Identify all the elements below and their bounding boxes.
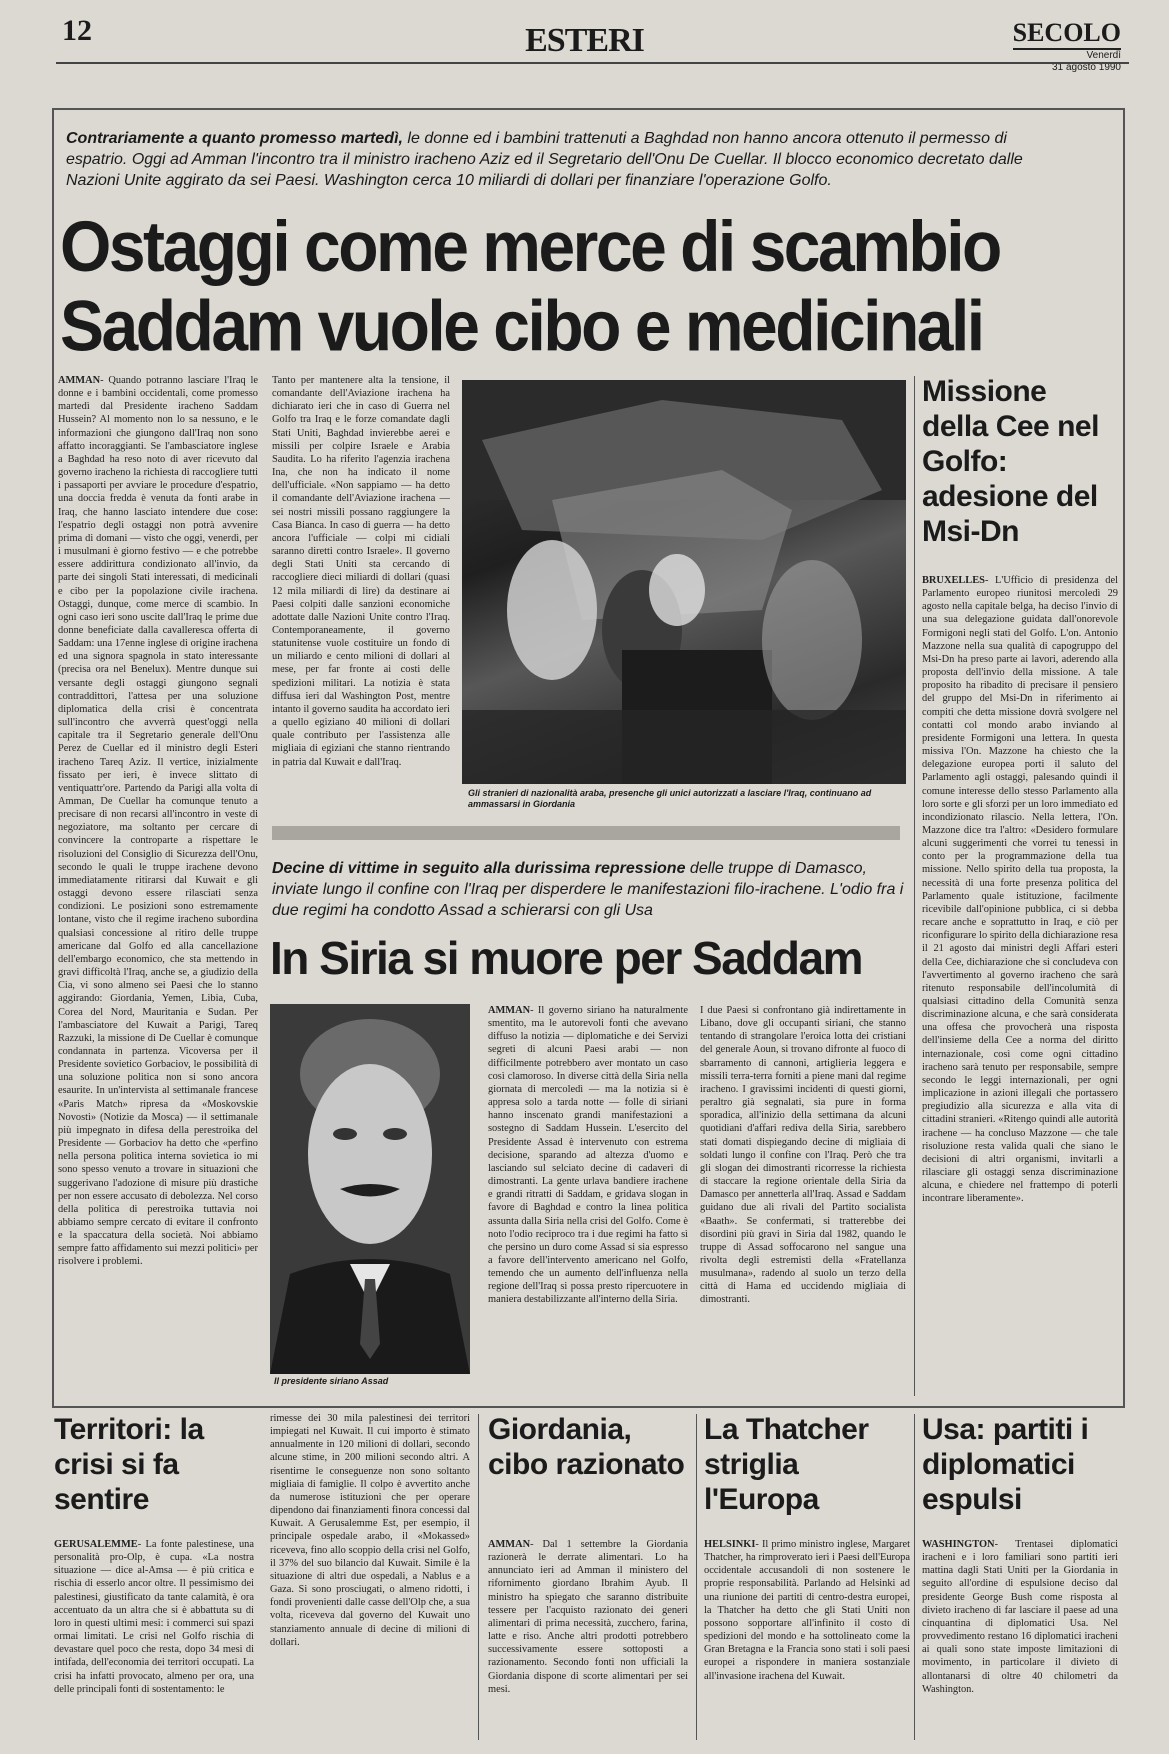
cee-text: - L'Ufficio di presidenza del Parlamento europeo riunitosi mercoledì 29 agosto nella capitale belga, ha deciso l'invio di una sua delegazione guidata dall'onorevole Formigoni negli stati del Golfo. L'on. Antonio Mazzone nella sua qualità di capogruppo del Msi-Dn ha preso parte ai lavori, aderendo alla proposta dell'invio della missione. A tale proposito ha ribadito di precisare il pensiero del gruppo del Msi-Dn in riferimento ai compiti che detta missione dovrà svolgere nel contatti col mondo arabo inviando al presidente Formigoni una lettera. In questa missiva l'On. Mazzone ha chiesto che la delegazione europea porti il saluto del Parlamento agli ostaggi, palesando quindi il comune interesse dello stesso Parlamento alla loro sorte e gli sforzi per un loro immediato ed incondizionato rilascio. Nella lettera, l'On. Mazzone dice tra l'altro: «Desidero formulare alcuni suggerimenti che vorrei tu tenessi in conto per la programmazione della tua missione. Nello spirito della tua proposta, la necessità di una forte presenza politica del Parlamento quale istituzione, facilmente ricevibile dall'opinione pubblica, ci si debba recare anche e soprattutto in Iraq, e ciò per riconfigurare lo spirito della dichiarazione resa il 21 agosto dai ministri degli Affari esteri della Cee, dichiarazione che si concludeva con l'avvertimento al governo iracheno che sarà ritenuto responsabile dell'incolumità di qualsiasi cittadino della Comunità senza discriminazione alcuna, e che sarà considerata una offesa che provocherà una risposta dell'insieme della Cee a norma del diritto internazionale, così come ogni cittadino iracheno sarà tenuto per responsabile, sempre secondo le leggi internazionali, per ogni implicazione in azioni illegali che portassero pregiudizio alla sicurezza e alla vita di cittadini stranieri. «Ritengo quindi alle autorità irachene — ha concluso Mazzone — che tale risoluzione resta valida quali che siano le decisioni di altri organismi, invitarli a rilasciare gli ostaggi senza discriminazione alcuna, e chiedere nel frattempo di poterli incontrare liberamente».: [922, 575, 1118, 1205]
lead-headline-line-1: Ostaggi come merce di scambio: [60, 206, 1000, 286]
territori-column-2: [270, 1412, 470, 1738]
usa-column: [922, 1538, 1118, 1738]
territori-headline: Territori: la crisi si fa sentire: [54, 1413, 204, 1516]
lead-column-2-text: Tanto per mantenere alta la tensione, il comandante dell'Aviazione irachena ha dichiarato ieri che in caso di Guerra nel Golfo tra Iraq e le forze comandate dagli Stati Uniti, Baghdad invierebbe aerei e missili per colpire Israele e Arabia Saudita. Lo ha riferito l'agenzia irachena Ina, che non ha indicato il nome dell'ufficiale. «Non sappiamo — ha detto il comandante dell'Aviazione irachena — sei nostri missili possano raggiungere la Casa Bianca. In caso di guerra — ha detto ancora l'ufficiale — colpi mi cidiali saranno diretti contro Israele». Il governo degli Stati Uniti sta cercando di raccogliere dieci miliardi di dollari (quasi 12 mila miliardi di lire) da destinare ai Paesi colpiti dalle sanzioni economiche adottate dalle Nazioni Unite contro l'Iraq. Contemporaneamente, il governo statunitense vuole costituire un fondo di un miliardo e cento milioni di dollari al mese, per far fronte ai costi delle spedizioni militari. La notizia è stata diffusa ieri dal Washington Post, mentre intanto il governo saudita ha accordato ieri a quello egiziano 40 milioni di dollari quale contributo per l'assistenza alle migliaia di egiziani che stanno rientrando in patria dal Kuwait e dall'Iraq.: [272, 375, 450, 768]
siria-kicker-bold: Decine di vittime in seguito alla durissima repressione: [272, 860, 686, 877]
siria-dateline: AMMAN: [488, 1005, 531, 1016]
divider-usa: [914, 1414, 915, 1740]
issue-date: 31 agosto 1990: [1052, 62, 1121, 73]
cee-column: [922, 574, 1118, 1396]
masthead: [1013, 18, 1121, 74]
thatcher-column: [704, 1538, 910, 1738]
thatcher-headline: La Thatcher striglia l'Europa: [704, 1413, 869, 1516]
lead-kicker-text: le donne ed i bambini trattenuti a Baghdad non hanno ancora ottenuto il permesso di espatrio. Oggi ad Amman l'incontro tra il ministro iracheno Aziz ed il Segretario dell'Onu De Cuellar. Il blocco economico decretato dalle Nazioni Unite aggirato da sei Paesi. Washington cerca 10 miliardi di dollari per finanziare l'operazione Golfo.: [66, 130, 1023, 189]
lead-kicker: [66, 128, 1066, 191]
divider-giordania: [478, 1414, 479, 1740]
territori-text-continued: rimesse dei 30 mila palestinesi dei territori impiegati nel Kuwait. Il cui importo è stimato annualmente in 120 milioni di dollari, secondo alcune stime, in 200 milioni secondo altri. A risentirne le conseguenze non sono soltanto migliaia di famiglie. Il colpo è avvertito anche da numerose istituzioni che per operare dipendono dai finanziamenti finora concessi dal Kuwait. A Gerusalemme Est, per esempio, il principale ospedale arabo, il «Mokassed» riceveva, fino allo scoppio della crisi nel Golfo, il 37% del suo bilancio dal Kuwait. Simile è la situazione di altri due ospedali, a Nablus e a Gaza. Si sono prosciugati, o almeno ridotti, i fondi provenienti dalle casse dell'Olp che, a sua volta, riceveva dal governo del Kuwait uno stanziamento annuale di decine di milioni di dollari.: [270, 1413, 470, 1648]
usa-text: - Trentasei diplomatici iracheni e i loro familiari sono partiti ieri mattina dagli Stati Uniti per la Giordania in seguito all'ordine di espulsione deciso dal presidente George Bush come risposta al divieto iracheno di far lasciare il paese ad una cinquantina di diplomatici Usa. Nel provvedimento restano 16 diplomatici iracheni ai quali sono state imposte limitazioni di movimento, in particolare il divieto di allontanarsi di oltre 40 chilometri da Washington.: [922, 1539, 1118, 1695]
siria-column-1: [488, 1004, 688, 1396]
cee-dateline: BRUXELLES: [922, 575, 985, 586]
territori-text: - La fonte palestinese, una personalità pro-Olp, è cupa. «La nostra situazione — dice al-Amsa — è più critica e rischia di esserlo ancor oltre. Il pessimismo dei palestinesi, giustificato da tante calamità, è ora accentuato da un altra che si è abbattuta su di loro in questi ultimi mesi: i commerci sui spazi ormai limitati. Le crisi nel Golfo rischia di devastare quel poco che resta, dopo 34 mesi di intifada, dell'economia dei territori occupati. La crisi ha infatti provocato, almeno per ora, una delle principali fonti di sostentamento: le: [54, 1539, 254, 1695]
siria-headline: In Siria si muore per Saddam: [270, 932, 862, 984]
lead-headline: [60, 206, 1060, 366]
thatcher-text: - Il primo ministro inglese, Margaret Thatcher, ha rimproverato ieri i Paesi dell'Europa occidentale accusandoli di non sostenere le proprie responsabilità. Parlando ad Helsinki ad una riunione dei partiti di centro-destra europei, la Thatcher ha detto che gli Stati Uniti non possono sopportare all'infinito il costo di spedizioni del mondo e ha sottolineato come la Gran Bretagna e la Francia sono stati i soli paesi europei a rispondere in maniera sostanziale all'invasione irachena del Kuwait.: [704, 1539, 910, 1682]
issue-weekday: Venerdì: [1086, 50, 1121, 61]
usa-dateline: WASHINGTON: [922, 1539, 995, 1550]
siria-kicker-text: delle truppe di Damasco, inviate lungo il confine con l'Iraq per disperdere le manifestazioni filo-irachene. L'odio fra i due regimi ha condotto Assad a schierarsi con gli Usa: [272, 860, 904, 919]
assad-portrait-art: [270, 1004, 470, 1374]
thatcher-dateline: HELSINKI: [704, 1539, 756, 1550]
lead-dateline: AMMAN: [58, 375, 101, 386]
refugees-photo-art: [462, 380, 906, 784]
lead-column-1: [58, 374, 258, 1396]
cee-divider: [914, 376, 915, 1396]
giordania-headline: Giordania, cibo razionato: [488, 1413, 685, 1481]
giordania-text: - Dal 1 settembre la Giordania razionerà le derrate alimentari. Lo ha annunciato ieri ad Amman il ministero del rifornimento giordano Ibrahim Ayub. Il ministro ha spiegato che saranno distribuite tessere per l'acquisto razionato dei generi alimentari di prima necessità, zucchero, farina, latte e riso. Anche altri prodotti potrebbero successivamente essere sottoposti a razionamento. Secondo fonti non ufficiali la Giordania dispone di scorte alimentari per sei mesi.: [488, 1539, 688, 1695]
giordania-column: [488, 1538, 688, 1738]
territori-dateline: GERUSALEMME: [54, 1539, 138, 1550]
refugees-photo-caption: Gli stranieri di nazionalità araba, presenche gli unici autorizzati a lasciare l'Iraq, continuano ad ammassarsi in Giordania: [468, 788, 872, 809]
page-number: 12: [62, 14, 92, 47]
siria-column-2: [700, 1004, 906, 1396]
siria-top-band: [272, 826, 900, 840]
lead-column-2: [272, 374, 450, 814]
siria-kicker: [272, 858, 912, 921]
giordania-dateline: AMMAN: [488, 1539, 531, 1550]
siria-column-1-text: - Il governo siriano ha naturalmente smentito, ma le autorevoli fonti che avevano diffuso la notizia — diplomatiche e dei Servizi segreti di alcuni Paesi arabi — non difficilmente potrebbero aver montato un caso così clamoroso. In diverse città della Siria nella giornata di mercoledì — ma la notizia si è appresa solo a tarda notte — folle di siriani hanno inscenato grandi manifestazioni a sostegno di Saddam Hussein. L'esercito del Presidente Assad è intervenuto con estrema decisione, sparando ad altezza d'uomo e lasciando sul selciato decine di cadaveri di dimostranti. La gente urlava bandiere irachene e grandi ritratti di Saddam, e gridava slogan in favore di Baghdad e contro la linea politica assunta dalla Siria nella crisi del Golfo. Come è noto l'odio reciproco tra i due regimi ha fatto sì che persino un duro come Assad si sia espresso a favore dell'intervento americano nel Golfo, temendo che un aumento dell'influenza nella regione dell'Iraq si possa presto ripercuotere in maniera destabilizzante all'interno della Siria.: [488, 1005, 688, 1306]
refugees-photo: [462, 380, 906, 784]
lead-column-1-text: - Quando potranno lasciare l'Iraq le donne e i bambini occidentali, come promesso martedì dal Presidente iracheno Saddam Hussein? Al momento non lo sa nessuno, e le informazioni che giungono dall'Iraq non sono affatto incoraggianti. Se l'ambasciatore inglese a Baghdad ha reso noto di aver ricevuto dal governo iracheno la richiesta di raccogliere tutti i passaporti per avviare le procedure d'espatrio, una doccia fredda è venuta da fonti arabe in Iraq, che hanno lasciato intendere due cose: l'espatrio degli ostaggi non potrà avvenire prima di domani — visto che oggi, venerdì, per i musulmani è giorno festivo — e che potrebbe essere addirittura condizionato all'invio, da parte dei singoli Stati interessati, di medicinali e cibo per la popolazione civile irachena. Ostaggi, dunque, come merce di scambio. In ogni caso ieri sono uscite dall'Iraq le prime due donne beneficiate dalla cavalleresca offerta di Saddam: una 17enne inglese di origine irachena ed una signora spagnola in stato interessante (precisa ora nel Benelux). Mentre dunque sui versante degli ostaggi giungono segnali contraddittori, l'attesa per una soluzione diplomatica della crisi è concentrata sull'incontro che avverrà quest'oggi nella capitale tra il Segretario generale dell'Onu Perez de Cuellar ed il ministro degli Esteri iracheno Tareq Aziz. Il vertice, inizialmente fissato per ieri, è invece slittato di ventiquattr'ore. Partendo da Parigi alla volta di Amman, De Cuellar ha comunque tenuto a precisare di non recarsi all'incontro in veste di negoziatore, ma soltanto per cercare di convincere la controparte a rispettare le risoluzioni del Consiglio di Sicurezza dell'Onu, secondo le quali le truppe irachene devono immediatamente ritirarsi dal Kuwait e gli ostaggi devono essere rilasciati senza condizioni. Le posizioni sono estremamente lontane, visto che il regime iracheno subordina qualsiasi concessione al ritiro delle truppe americane dal Golfo ed alla cancellazione dell'embargo economico, che sta mettendo in gravi difficoltà l'Iraq, anche se, a giudizio della Cia, vi sono almeno sei Paesi che lo stanno aggirando: Giordania, Yemen, Libia, Cuba, Corea del Nord, Mauritania e Sudan. Per l'ambasciatore del Kuwait a Parigi, Tareq Razzuki, la missione di De Cuellar è comunque condannata in partenza. Vicoversa per il Presidente sovietico Gorbaciov, le possibilità di una soluzione politica non si sono ancora esaurite. In un'intervista al settimanale francese «Paris Match» ripresa da «Moskovskie Novosti» (Notizie da Mosca) — il settimanale più impegnato in difesa della perestroika del Presidente — Gorbaciov ha detto che «perfino nella persona politica interna sovietica io mi sono spesso venuto a trovare in situazioni che suggerivano l'adozione di misure più drastiche per non essere accusato di debolezza. Nel corso della politica di perestroika tuttavia noi abbiamo sempre cercato di evitare il confronto e la spaccatura della società. Noi abbiamo sempre fatto affidamento sui mezzi politici» per risolvere i problemi.: [58, 375, 258, 1268]
newspaper-name: SECOLO: [1013, 18, 1121, 50]
assad-photo-caption: Il presidente siriano Assad: [274, 1376, 389, 1386]
assad-portrait: [270, 1004, 470, 1374]
header-rule: [56, 62, 1129, 64]
territori-column-1: [54, 1538, 254, 1738]
lead-headline-line-2: Saddam vuole cibo e medicinali: [60, 285, 983, 366]
usa-headline: Usa: partiti i diplomatici espulsi: [922, 1413, 1089, 1516]
divider-thatcher: [696, 1414, 697, 1740]
lead-kicker-bold: Contrariamente a quanto promesso martedì,: [66, 130, 403, 147]
section-title: ESTERI: [525, 22, 644, 59]
cee-headline: Missione della Cee nel Golfo: adesione del Msi-Dn: [922, 375, 1099, 548]
siria-column-2-text: I due Paesi si confrontano già indirettamente in Libano, dove gli occupanti siriani, che stanno tentando di strangolare l'eroica lotta dei cristiani del generale Aoun, si trovano difronte al fuoco di sbarramento di cannoni, artiglieria leggera e missili terra-terra forniti a piene mani dal regime iracheno. I gravissimi incidenti di questi giorni, peraltro già segnalati, sia pure in forma sporadica, all'inizio della settimana da alcuni quotidiani d'affari rediva della Siria, sarebbero stati domati dispiegando decine di migliaia di soldati lungo il confine con l'Iraq. Però che tra gli slogan dei dimostranti ricorresse la richiesta di staccare la regione orientale della Siria da Damasco per annetterla all'Iraq. Assad e Saddam guidano due ali rivali del Partito socialista «Baath». Se confermati, si tratterebbe dei disordini più gravi in Siria dal 1982, quando le truppe di Assad soffocarono nel sangue una rivolta degli estremisti della «Fratellanza musulmana», radendo al suolo un terzo della città di Hama ed uccidendo migliaia di dimostranti.: [700, 1005, 906, 1306]
